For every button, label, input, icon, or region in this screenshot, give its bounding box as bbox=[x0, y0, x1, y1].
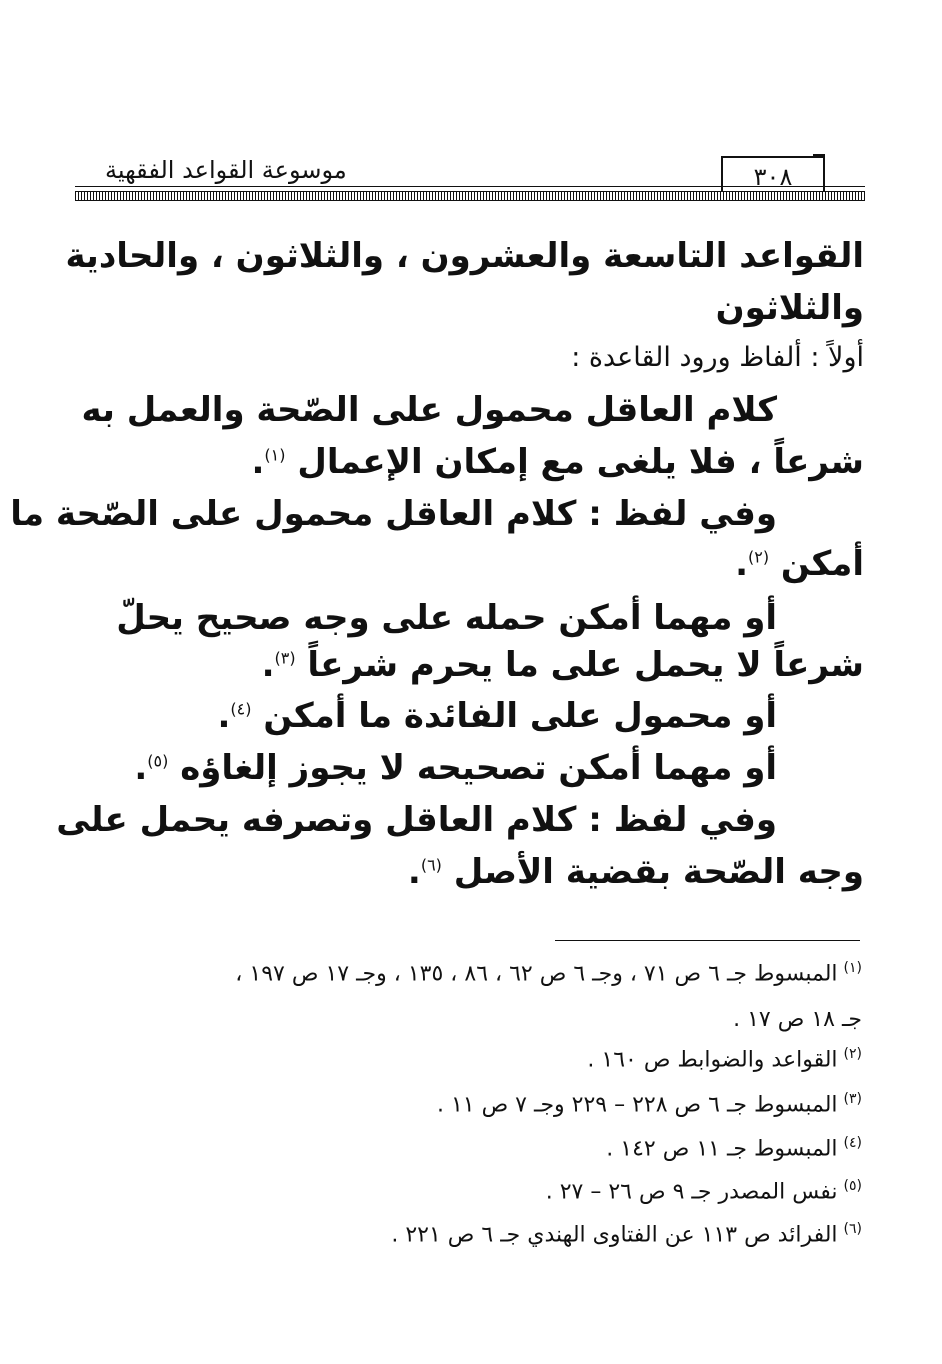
paragraph-3-text: شرعاً لا يحمل على ما يحرم شرعاً bbox=[307, 645, 864, 685]
footnote-4 bbox=[606, 1135, 862, 1161]
paragraph-3-line-2 bbox=[262, 645, 864, 685]
paragraph-2-text: أمكن bbox=[780, 544, 864, 584]
paragraph-4-text: أو محمول على الفائدة ما أمكن bbox=[263, 696, 777, 736]
footnote-6-text: الفرائد ص ١١٣ عن الفتاوى الهندي جـ ٦ ص ٢٢١ . bbox=[391, 1222, 838, 1248]
footnote-4-text: المبسوط جـ ١١ ص ١٤٢ . bbox=[606, 1136, 838, 1162]
page-number-text: ٣٠٨ bbox=[753, 163, 793, 191]
paragraph-6-line-2 bbox=[408, 852, 864, 892]
paragraph-5-line-1 bbox=[134, 748, 777, 788]
footnote-ref-6[interactable]: (٦) bbox=[420, 855, 442, 875]
footnote-ref-5[interactable]: (٥) bbox=[147, 751, 169, 771]
paragraph-6-end: . bbox=[407, 852, 421, 892]
paragraph-6-text: وجه الصّحة بقضية الأصل bbox=[453, 852, 864, 892]
footnote-2-mark: (٢) bbox=[843, 1046, 862, 1062]
footnote-6-mark: (٦) bbox=[843, 1221, 862, 1237]
footnote-separator bbox=[555, 940, 860, 941]
footnote-3-text: المبسوط جـ ٦ ص ٢٢٨ – ٢٢٩ وجـ ٧ ص ١١ . bbox=[436, 1092, 838, 1118]
rule-title-line-2: والثلاثون bbox=[715, 288, 864, 328]
paragraph-2-end: . bbox=[735, 544, 748, 584]
footnote-1 bbox=[235, 960, 862, 986]
paragraph-3-end: . bbox=[261, 645, 275, 685]
footnote-2-text: القواعد والضوابط ص ١٦٠ . bbox=[587, 1047, 838, 1073]
rule-title-line-1: القواعد التاسعة والعشرون ، والثلاثون ، والحادية bbox=[65, 236, 864, 276]
header-rule bbox=[75, 186, 865, 202]
footnote-1-continued: جـ ١٨ ص ١٧ . bbox=[733, 1007, 862, 1032]
footnote-2 bbox=[587, 1046, 862, 1072]
paragraph-1-text: شرعاً ، فلا يلغى مع إمكان الإعمال bbox=[297, 442, 864, 482]
footnote-6 bbox=[391, 1221, 862, 1247]
paragraph-6-line-1: وفي لفظ : كلام العاقل وتصرفه يحمل على bbox=[56, 800, 777, 840]
paragraph-4-end: . bbox=[217, 696, 231, 736]
paragraph-5-text: أو مهما أمكن تصحيحه لا يجوز إلغاؤه bbox=[180, 748, 777, 788]
footnote-3 bbox=[437, 1091, 862, 1117]
footnote-5-mark: (٥) bbox=[843, 1178, 862, 1194]
footnote-ref-3[interactable]: (٣) bbox=[274, 648, 296, 668]
paragraph-3-line-1: أو مهما أمكن حمله على وجه صحيح يحلّ bbox=[116, 598, 777, 638]
section-heading: أولاً : ألفاظ ورود القاعدة : bbox=[571, 342, 864, 373]
paragraph-1-line-1: كلام العاقل محمول على الصّحة والعمل به bbox=[81, 390, 777, 430]
footnote-1-mark: (١) bbox=[843, 960, 862, 976]
footnote-1-text: المبسوط جـ ٦ ص ٧١ ، وجـ ٦ ص ٦٢ ، ٨٦ ، ١٣٥ ، وجـ ١٧ ص ١٩٧ ، bbox=[235, 961, 838, 987]
footnote-4-mark: (٤) bbox=[843, 1135, 862, 1151]
footnote-ref-2[interactable]: (٢) bbox=[747, 547, 770, 567]
paragraph-1-end: . bbox=[251, 442, 265, 482]
paragraph-1-line-2 bbox=[252, 442, 865, 482]
footnote-5-text: نفس المصدر جـ ٩ ص ٢٦ – ٢٧ . bbox=[545, 1179, 838, 1205]
paragraph-4-line-1 bbox=[217, 696, 777, 736]
footnote-5 bbox=[546, 1178, 862, 1204]
footnote-ref-4[interactable]: (٤) bbox=[230, 699, 252, 719]
paragraph-5-end: . bbox=[134, 748, 148, 788]
paragraph-2-line-2 bbox=[735, 544, 864, 584]
running-title: موسوعة القواعد الفقهية bbox=[105, 156, 347, 184]
footnote-ref-1[interactable]: (١) bbox=[264, 445, 286, 465]
paragraph-2-line-1: وفي لفظ : كلام العاقل محمول على الصّحة ما bbox=[10, 494, 777, 534]
footnote-3-mark: (٣) bbox=[843, 1091, 862, 1107]
